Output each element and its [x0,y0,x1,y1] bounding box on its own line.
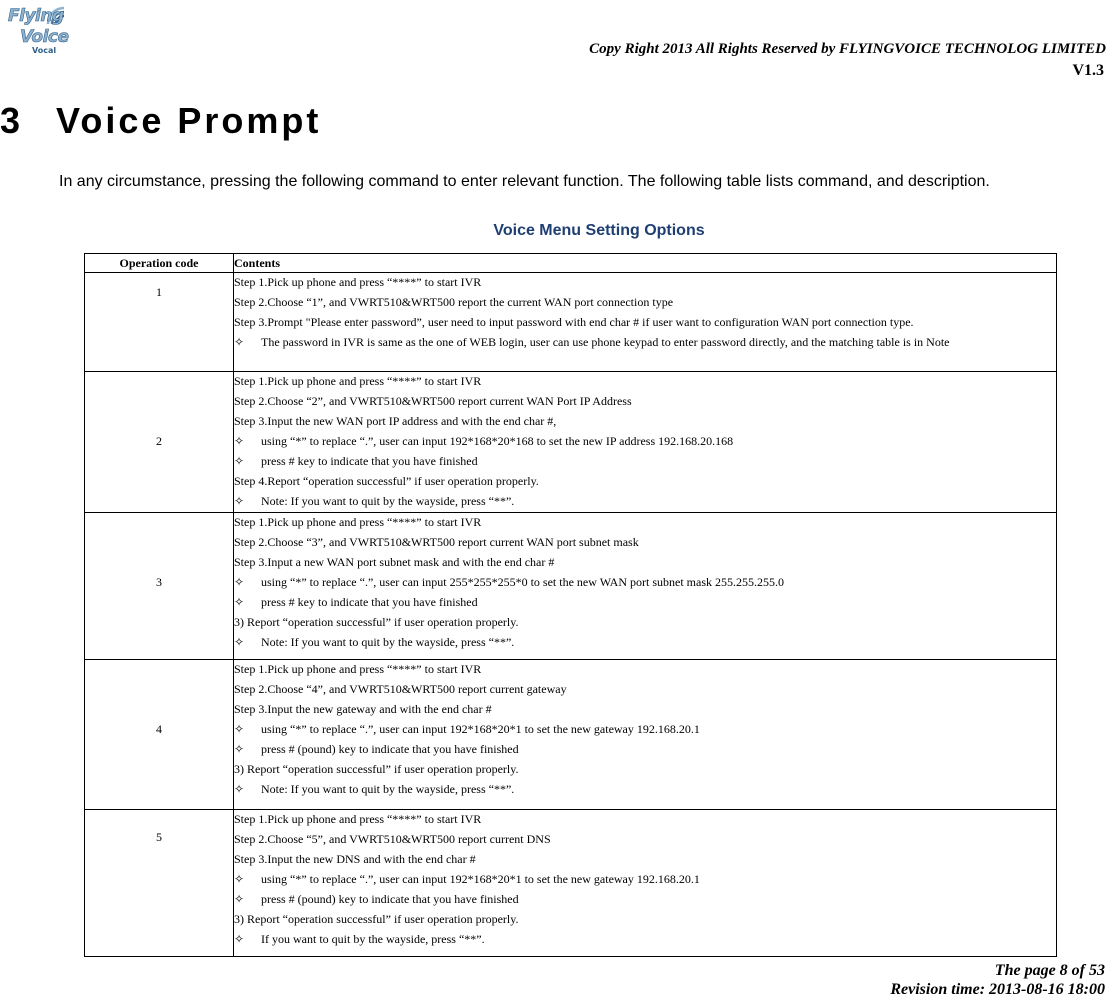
bullet-line [234,740,1056,760]
line-text: press # key to indicate that you have finished [261,454,478,468]
table-row [85,372,1057,513]
step-line [234,372,1056,392]
table-row [85,513,1057,660]
section-number: 3 [0,100,24,141]
bullet-line [234,452,1056,472]
logo-word-flying: Flying [8,6,64,26]
line-text: Step 2.Choose “3”, and VWRT510&WRT500 report current WAN port subnet mask [234,535,639,549]
step-line [234,412,1056,432]
bullet-line [234,780,1056,800]
line-text: Step 1.Pick up phone and press “****” to start IVR [234,812,482,826]
step-line [234,553,1056,573]
diamond-bullet-icon: ✧ [234,932,245,946]
logo-word-voice: Voice [20,27,69,47]
flyingvoice-logo [6,2,76,60]
line-text: Note: If you want to quit by the wayside, press “**”. [261,782,515,796]
contents-cell [234,660,1057,810]
bullet-line [234,573,1056,593]
line-text: Step 3.Input the new WAN port IP address and with the end char #, [234,414,557,428]
line-text: Step 3.Input the new gateway and with the end char # [234,702,492,716]
line-text: Step 1.Pick up phone and press “****” to start IVR [234,662,482,676]
logo-word-vocal: Vocal [32,46,57,55]
line-text: Step 3.Prompt "Please enter password”, user need to input password with end char # if user want to configuration WAN port connection type. [234,315,914,329]
line-text: Step 2.Choose “5”, and VWRT510&WRT500 report current DNS [234,832,551,846]
line-text: using “*” to replace “.”, user can input 192*168*20*1 to set the new gateway 192.168.20.1 [261,722,700,736]
step-line [234,313,1056,333]
table-body [85,273,1057,957]
line-text: The password in IVR is same as the one of WEB login, user can use phone keypad to enter password directly, and the matching table is in Note [261,335,950,349]
step-line [234,660,1056,680]
line-text: 3) Report “operation successful” if user operation properly. [234,912,519,926]
step-line [234,513,1056,533]
line-text: Step 1.Pick up phone and press “****” to start IVR [234,374,482,388]
bullet-line [234,890,1056,910]
step-line [234,293,1056,313]
line-text: Note: If you want to quit by the wayside, press “**”. [261,494,515,508]
diamond-bullet-icon: ✧ [234,494,245,508]
table-header-row [85,254,1057,273]
line-text: Note: If you want to quit by the wayside, press “**”. [261,635,515,649]
diamond-bullet-icon: ✧ [234,434,245,448]
line-text: Step 3.Input a new WAN port subnet mask and with the end char # [234,555,555,569]
operation-code-cell [85,372,234,513]
diamond-bullet-icon: ✧ [234,742,245,756]
voice-menu-table [84,253,1057,957]
line-text: Step 3.Input the new DNS and with the end char # [234,852,476,866]
step-line [234,830,1056,850]
diamond-bullet-icon: ✧ [234,872,245,886]
diamond-bullet-icon: ✧ [234,454,245,468]
line-text: 3) Report “operation successful” if user operation properly. [234,762,519,776]
bullet-line [234,930,1056,950]
step-line [234,810,1056,830]
line-text: press # (pound) key to indicate that you have finished [261,892,519,906]
contents-cell [234,372,1057,513]
diamond-bullet-icon: ✧ [234,595,245,609]
operation-code: 1 [156,285,162,299]
line-text: Step 2.Choose “2”, and VWRT510&WRT500 report current WAN Port IP Address [234,394,632,408]
step-line [234,850,1056,870]
step-line [234,533,1056,553]
bullet-line [234,593,1056,613]
col-header-operation-code: Operation code [85,254,234,273]
table-row [85,810,1057,957]
step-line [234,760,1056,780]
step-line [234,910,1056,930]
step-line [234,273,1056,293]
line-text: Step 1.Pick up phone and press “****” to start IVR [234,275,482,289]
bullet-line [234,492,1056,512]
operation-code-cell [85,273,234,372]
diamond-bullet-icon: ✧ [234,635,245,649]
bullet-line [234,633,1056,653]
diamond-bullet-icon: ✧ [234,782,245,796]
section-title: Voice Prompt [56,100,322,141]
line-text: Step 4.Report “operation successful” if user operation properly. [234,474,539,488]
footer-revision-time: Revision time: 2013-08-16 18:00 [890,981,1105,998]
table-row [85,273,1057,372]
section-intro: In any circumstance, pressing the following command to enter relevant function. The following table lists command, and description. [59,173,990,190]
operation-code-cell [85,660,234,810]
operation-code: 2 [156,434,162,448]
operation-code-cell [85,810,234,957]
line-text: press # (pound) key to indicate that you have finished [261,742,519,756]
bullet-line [234,870,1056,890]
operation-code-cell [85,513,234,660]
table-title: Voice Menu Setting Options [493,222,705,239]
line-text: 3) Report “operation successful” if user operation properly. [234,615,519,629]
line-text: press # key to indicate that you have finished [261,595,478,609]
line-text: If you want to quit by the wayside, press “**”. [261,932,485,946]
operation-code: 3 [156,575,162,589]
bullet-line [234,720,1056,740]
line-text: using “*” to replace “.”, user can input 192*168*20*168 to set the new IP address 192.168.20.168 [261,434,734,448]
step-line [234,680,1056,700]
line-text: using “*” to replace “.”, user can input 255*255*255*0 to set the new WAN port subnet mask 255.255.255.0 [261,575,785,589]
section-heading [0,100,321,142]
bullet-line [234,432,1056,452]
contents-cell [234,513,1057,660]
table-row [85,660,1057,810]
diamond-bullet-icon: ✧ [234,892,245,906]
contents-cell [234,810,1057,957]
diamond-bullet-icon: ✧ [234,335,245,349]
contents-cell [234,273,1057,372]
bullet-line [234,333,1056,353]
col-header-contents: Contents [234,254,1057,273]
diamond-bullet-icon: ✧ [234,575,245,589]
operation-code: 4 [156,722,162,736]
footer-page-number: The page 8 of 53 [994,962,1105,979]
diamond-bullet-icon: ✧ [234,722,245,736]
line-text: Step 2.Choose “1”, and VWRT510&WRT500 report the current WAN port connection type [234,295,674,309]
line-text: Step 1.Pick up phone and press “****” to start IVR [234,515,482,529]
step-line [234,700,1056,720]
header-copyright: Copy Right 2013 All Rights Reserved by FLYINGVOICE TECHNOLOG LIMITED [589,41,1106,57]
line-text: Step 2.Choose “4”, and VWRT510&WRT500 report current gateway [234,682,567,696]
operation-code: 5 [156,830,162,844]
step-line [234,392,1056,412]
header-version: V1.3 [1072,62,1104,79]
step-line [234,472,1056,492]
step-line [234,613,1056,633]
line-text: using “*” to replace “.”, user can input 192*168*20*1 to set the new gateway 192.168.20.1 [261,872,700,886]
